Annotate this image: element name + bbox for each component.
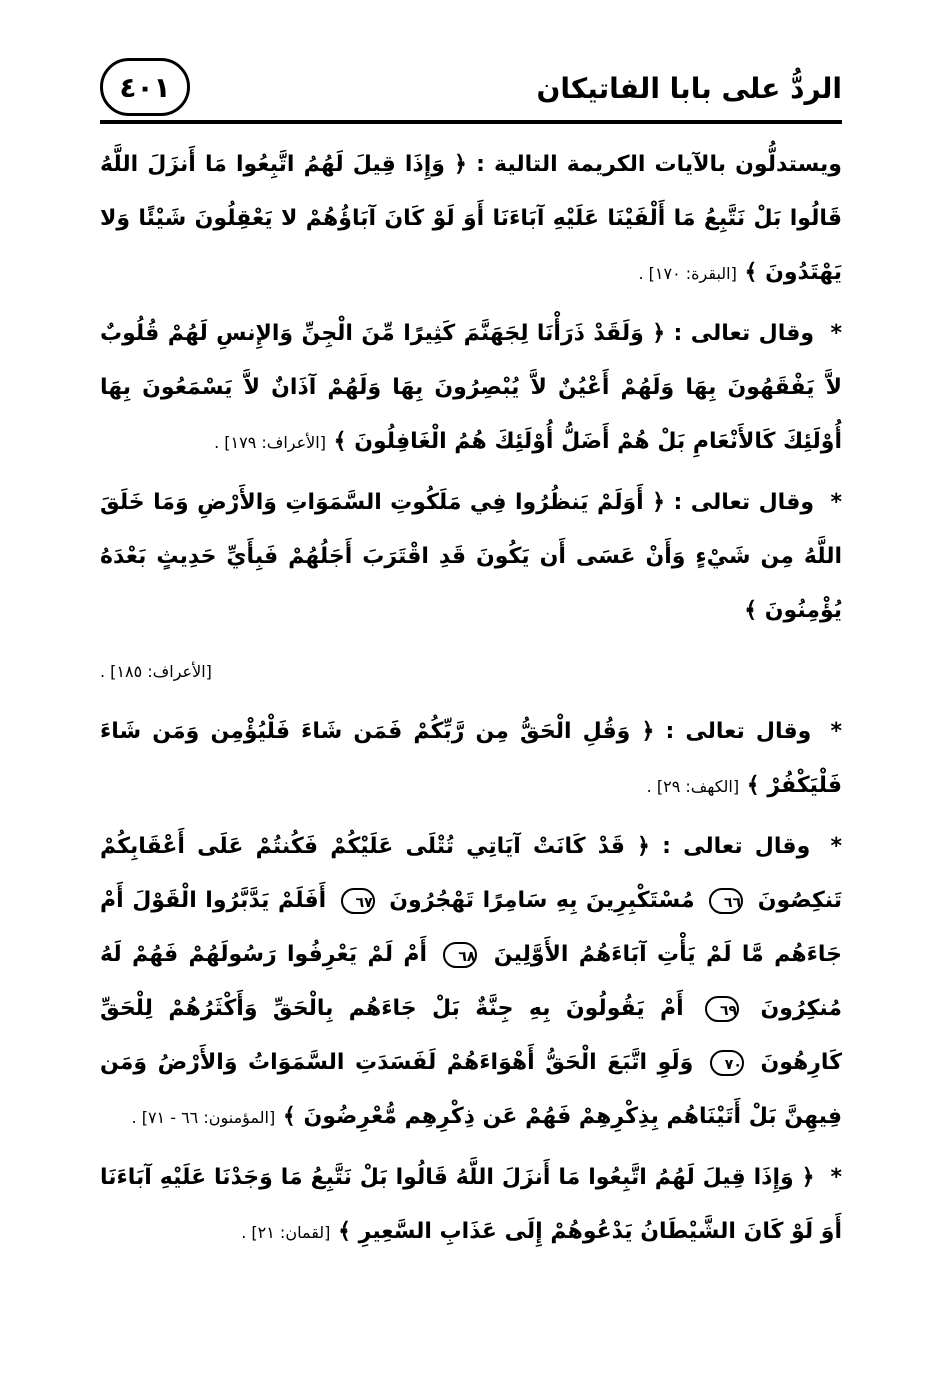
ayah-number-marker: ٦٩ bbox=[705, 996, 739, 1022]
paragraph-intro: وقال تعالى : bbox=[673, 490, 815, 515]
ayah-number-marker: ٦٦ bbox=[709, 888, 743, 914]
paragraph-intro: وقال تعالى : bbox=[662, 834, 811, 859]
bullet-star: * bbox=[830, 490, 842, 515]
quran-verse: ﴿ وَلَقَدْ ذَرَأْنَا لِجَهَنَّمَ كَثِيرًا مِّنَ الْجِنِّ وَالإِنسِ لَهُمْ قُلُوبٌ لاَّ يَفْقَهُونَ بِهَا وَلَهُمْ أَعْيُنٌ لاَّ يُبْصِرُونَ بِهَا وَلَهُمْ آذَانٌ لاَّ يَسْمَعُونَ بِهَا أُوْلَئِكَ كَالأَنْعَامِ بَلْ هُمْ أَضَلُّ أُوْلَئِكَ هُمُ الْغَافِلُونَ ﴾ bbox=[100, 321, 842, 454]
page-header bbox=[100, 58, 842, 120]
paragraph-baqarah bbox=[100, 138, 842, 301]
verse-reference: [الأعراف: ١٧٩] . bbox=[214, 433, 326, 452]
quran-verse: ﴿ وَإِذَا قِيلَ لَهُمُ اتَّبِعُوا مَا أَنزَلَ اللَّهُ قَالُوا بَلْ نَتَّبِعُ مَا أَلْفَيْنَا عَلَيْهِ آبَاءَنَا أَوَ لَوْ كَانَ آبَاؤُهُمْ لا يَعْقِلُونَ شَيْئًا وَلا يَهْتَدُونَ ﴾ bbox=[100, 152, 842, 285]
quran-verse: ﴿ أَوَلَمْ يَنظُرُوا فِي مَلَكُوتِ السَّمَوَاتِ وَالأَرْضِ وَمَا خَلَقَ اللَّهُ مِن شَيْءٍ وَأَنْ عَسَى أَن يَكُونَ قَدِ اقْتَرَبَ أَجَلُهُمْ فَبِأَيِّ حَدِيثٍ بَعْدَهُ يُؤْمِنُونَ ﴾ bbox=[100, 490, 842, 623]
paragraph-kahf bbox=[100, 705, 842, 814]
paragraph-araf-179 bbox=[100, 307, 842, 470]
verse-reference: [الكهف: ٢٩] . bbox=[646, 777, 740, 796]
ayah-number-marker: ٧٠ bbox=[710, 1050, 744, 1076]
paragraph-intro: ويستدلُّون بالآيات الكريمة التالية : bbox=[476, 152, 842, 177]
paragraph-intro: وقال تعالى : bbox=[665, 719, 812, 744]
quran-verse: أَفَلَمْ يَدَّبَّرُوا الْقَوْلَ أَمْ جَاءَهُم مَّا لَمْ يَأْتِ آبَاءَهُمُ الأَوَّلِينَ bbox=[100, 888, 842, 967]
quran-verse: ﴿ وَإِذَا قِيلَ لَهُمُ اتَّبِعُوا مَا أَنزَلَ اللَّهُ قَالُوا بَلْ نَتَّبِعُ مَا وَجَدْنَا عَلَيْهِ آبَاءَنَا أَوَ لَوْ كَانَ الشَّيْطَانُ يَدْعُوهُمْ إِلَى عَذَابِ السَّعِيرِ ﴾ bbox=[100, 1165, 842, 1244]
page-body bbox=[100, 138, 842, 1260]
paragraph-araf-185 bbox=[100, 476, 842, 638]
quran-verse: أَمْ لَمْ يَعْرِفُوا رَسُولَهُمْ فَهُمْ لَهُ مُنكِرُونَ bbox=[100, 942, 843, 1021]
header-divider bbox=[100, 120, 842, 124]
verse-reference: [الأعراف: ١٨٥] . bbox=[100, 662, 212, 681]
ayah-number-marker: ٦٨ bbox=[443, 942, 477, 968]
quran-verse: ﴿ قَدْ كَانَتْ آيَاتِي تُتْلَى عَلَيْكُمْ فَكُنتُمْ عَلَى أَعْقَابِكُمْ تَنكِصُونَ bbox=[100, 834, 842, 913]
ayah-number-marker: ٦٧ bbox=[341, 888, 375, 914]
bullet-star: * bbox=[830, 321, 842, 346]
quran-verse: ﴿ وَقُلِ الْحَقُّ مِن رَّبِّكُمْ فَمَن شَاءَ فَلْيُؤْمِن وَمَن شَاءَ فَلْيَكْفُرْ ﴾ bbox=[100, 719, 842, 798]
bullet-star: * bbox=[830, 719, 842, 744]
verse-reference: [لقمان: ٢١] . bbox=[241, 1223, 331, 1242]
running-title: الردُّ على بابا الفاتيكان bbox=[536, 72, 842, 105]
bullet-star: * bbox=[830, 1165, 842, 1190]
quran-verse: مُسْتَكْبِرِينَ بِهِ سَامِرًا تَهْجُرُونَ bbox=[389, 888, 695, 913]
paragraph-luqman bbox=[100, 1151, 842, 1260]
paragraph-intro: وقال تعالى : bbox=[673, 321, 815, 346]
reference-line bbox=[100, 644, 842, 699]
verse-reference: [البقرة: ١٧٠] . bbox=[638, 264, 737, 283]
verse-reference: [المؤمنون: ٦٦ - ٧١] . bbox=[131, 1108, 276, 1127]
quran-verse: أَمْ يَقُولُونَ بِهِ جِنَّةٌ بَلْ جَاءَهُم بِالْحَقِّ وَأَكْثَرُهُمْ لِلْحَقِّ كَارِهُونَ bbox=[100, 996, 842, 1075]
bullet-star: * bbox=[830, 834, 842, 859]
page-number-badge: ٤٠١ bbox=[100, 58, 190, 116]
paragraph-muminun bbox=[100, 820, 842, 1145]
quran-verse: وَلَوِ اتَّبَعَ الْحَقُّ أَهْوَاءَهُمْ لَفَسَدَتِ السَّمَوَاتُ وَالأَرْضُ وَمَن فِيهِنَّ بَلْ أَتَيْنَاهُم بِذِكْرِهِمْ فَهُمْ عَن ذِكْرِهِم مُّعْرِضُونَ ﴾ bbox=[100, 1050, 842, 1129]
